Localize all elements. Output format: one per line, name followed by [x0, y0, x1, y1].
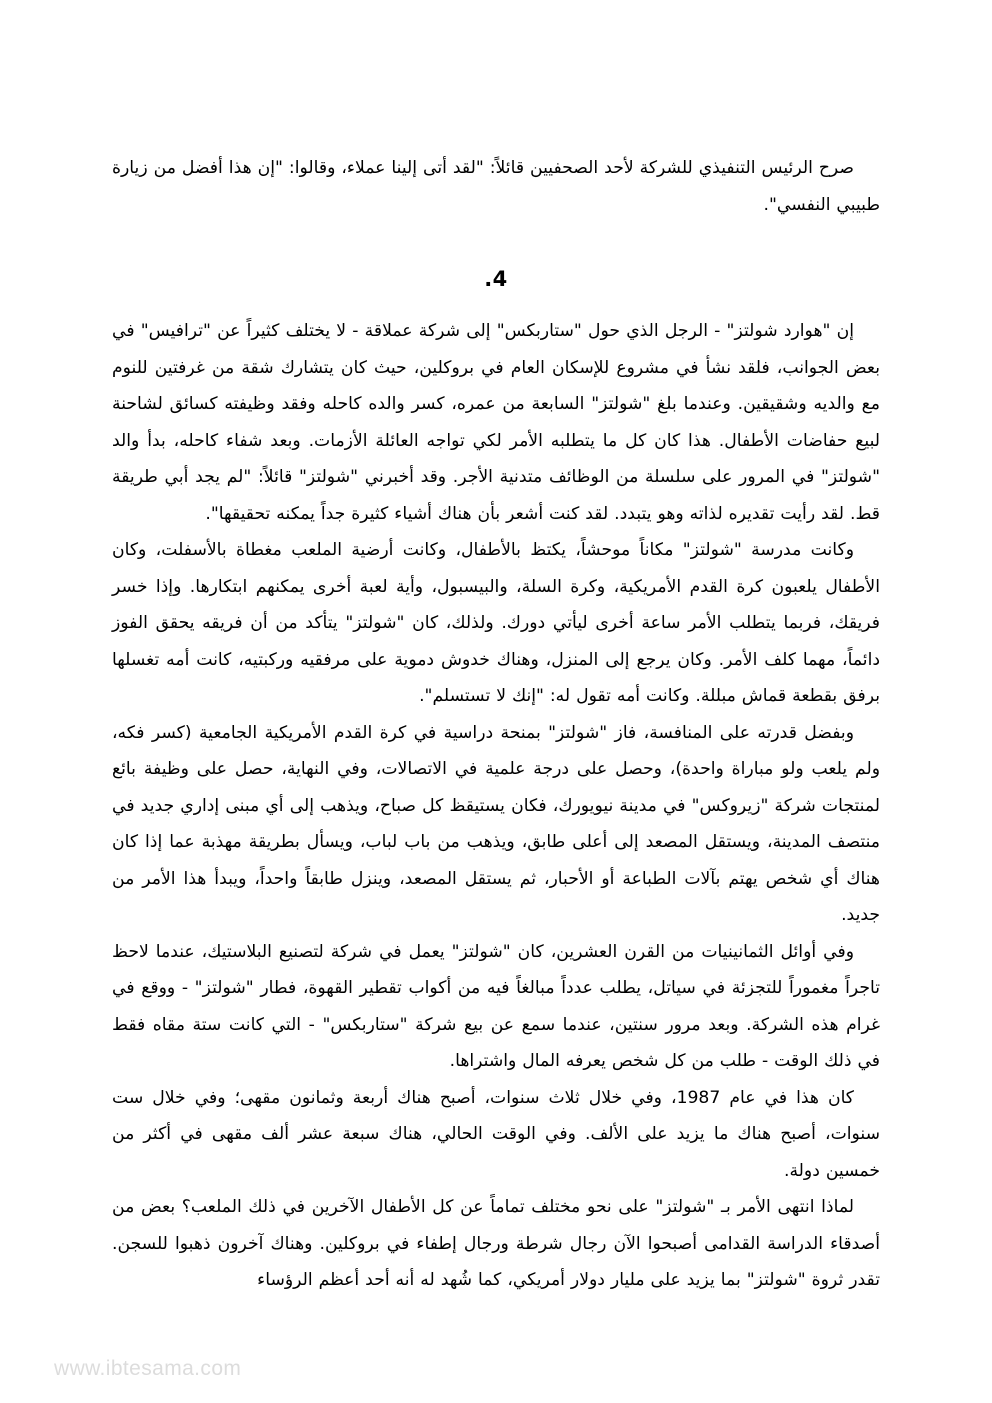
- body-paragraph-5: كان هذا في عام 1987، وفي خلال ثلاث سنوات، أصبح هناك أربعة وثمانون مقهى؛ وفي خلال ست سنوات، أصبح هناك ما يزيد على الألف. وفي الوقت الحالي، هناك سبعة عشر ألف مقهى في أكثر من خمسين دولة.: [112, 1087, 880, 1181]
- opening-paragraph: صرح الرئيس التنفيذي للشركة لأحد الصحفيين قائلاً: "لقد أتى إلينا عملاء، وقالوا: "إن هذا أفضل من زيارة طبيبي النفسي".: [112, 158, 880, 215]
- page-content: [112, 150, 880, 1299]
- body-paragraph-4: وفي أوائل الثمانينيات من القرن العشرين، كان "شولتز" يعمل في شركة لتصنيع البلاستيك، عندما لاحظ تاجراً مغموراً للتجزئة في سياتل، يطلب عدداً مبالغاً فيه من أكواب تقطير القهوة، فطار "شولتز" - ووقع في غرام هذه الشركة. وبعد مرور سنتين، عندما سمع عن بيع شركة "ستاربكس" - التي كانت ستة مقاه فقط في ذلك الوقت - طلب من كل شخص يعرفه المال واشتراها.: [112, 941, 880, 1071]
- body-paragraph-3: وبفضل قدرته على المنافسة، فاز "شولتز" بمنحة دراسية في كرة القدم الأمريكية الجامعية (كسر فكه، ولم يلعب ولو مباراة واحدة)، وحصل على درجة علمية في الاتصالات، وفي النهاية، حصل على وظيفة بائع لمنتجات شركة "زيروكس" في مدينة نيويورك، فكان يستيقظ كل صباح، ويذهب إلى أي مبنى إداري جديد في منتصف المدينة، ويستقل المصعد إلى أعلى طابق، ويذهب من باب لباب، ويسأل بطريقة مهذبة عما إذا كان هناك أي شخص يهتم بآلات الطباعة أو الأحبار، ثم يستقل المصعد، وينزل طابقاً واحداً، ويبدأ هذا الأمر من جديد.: [112, 722, 880, 925]
- body-paragraph-1: إن "هوارد شولتز" - الرجل الذي حول "ستاربكس" إلى شركة عملاقة - لا يختلف كثيراً عن "ترافيس" في بعض الجوانب، فلقد نشأ في مشروع للإسكان العام في بروكلين، حيث كان يتشارك شقة من غرفتين للنوم مع والديه وشقيقين. وعندما بلغ "شولتز" السابعة من عمره، كسر والده كاحله وفقد وظيفته كسائق لشاحنة لبيع حفاضات الأطفال. هذا كان كل ما يتطلبه الأمر لكي تواجه العائلة الأزمات. وبعد شفاء كاحله، بدأ والد "شولتز" في المرور على سلسلة من الوظائف متدنية الأجر. وقد أخبرني "شولتز" قائلاً: "لم يجد أبي طريقة قط. لقد رأيت تقديره لذاته وهو يتبدد. لقد كنت أشعر بأن هناك أشياء كثيرة جداً يمكنه تحقيقها".: [112, 321, 880, 524]
- body-paragraph-6: لماذا انتهى الأمر بـ "شولتز" على نحو مختلف تماماً عن كل الأطفال الآخرين في ذلك الملعب؟ بعض من أصدقاء الدراسة القدامى أصبحوا الآن رجال شرطة ورجال إطفاء في بروكلين. وهناك آخرون ذهبوا للسجن. تقدر ثروة "شولتز" بما يزيد على مليار دولار أمريكي، كما شُهد له أنه أحد أعظم الرؤساء: [112, 1197, 880, 1290]
- body-paragraph-2: وكانت مدرسة "شولتز" مكاناً موحشاً، يكتظ بالأطفال، وكانت أرضية الملعب مغطاة بالأسفلت، وكان الأطفال يلعبون كرة القدم الأمريكية، وكرة السلة، والبيسبول، وأية لعبة أخرى يمكنهم ابتكارها. وإذا خسر فريقك، فربما يتطلب الأمر ساعة أخرى ليأتي دورك. ولذلك، كان "شولتز" يتأكد من أن فريقه يحقق الفوز دائماً، مهما كلف الأمر. وكان يرجع إلى المنزل، وهناك خدوش دموية على مرفقيه وركبتيه، كانت أمه تغسلها برفق بقطعة قماش مبللة. وكانت أمه تقول له: "إنك لا تستسلم".: [112, 540, 880, 706]
- opening-block: [112, 150, 880, 223]
- site-watermark: www.ibtesama.com: [54, 1357, 242, 1380]
- section-heading-number: 4.: [484, 267, 508, 291]
